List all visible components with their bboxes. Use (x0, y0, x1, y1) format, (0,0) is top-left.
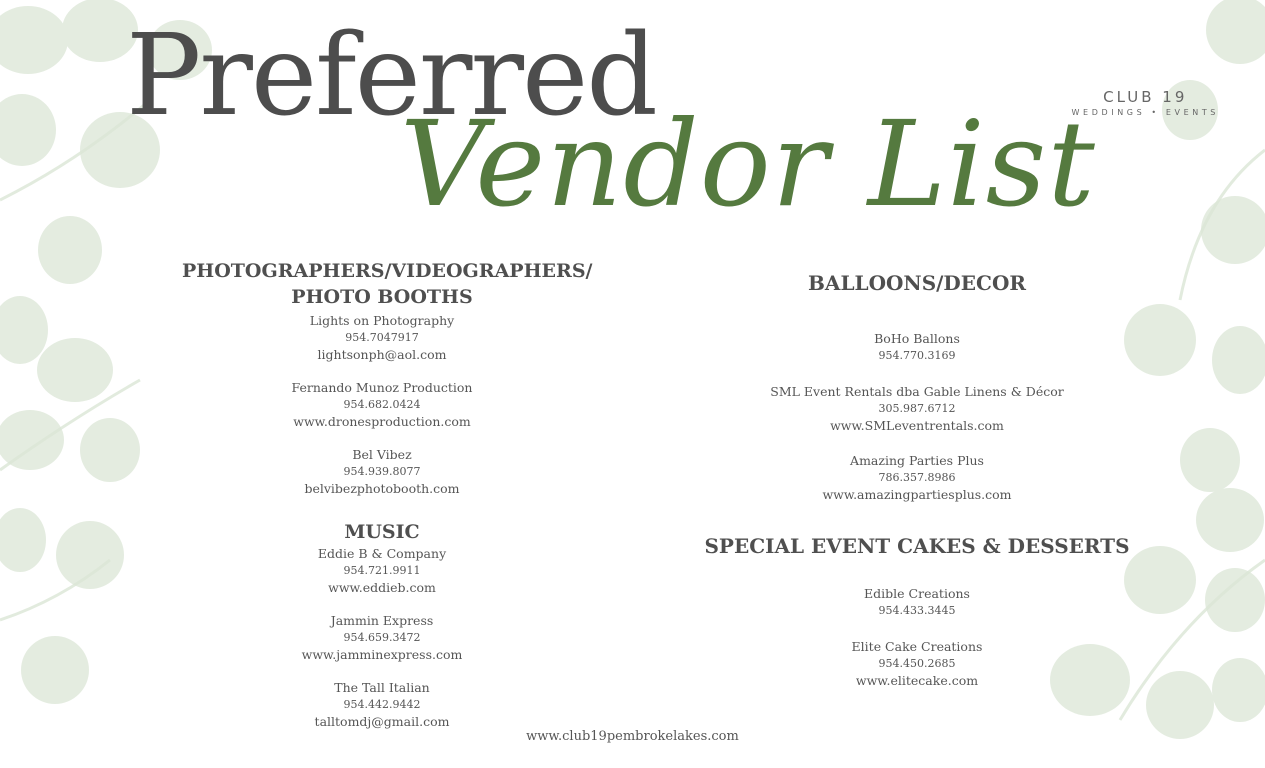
vendor-contact: www.amazingpartiesplus.com (822, 487, 1012, 502)
vendor-contact: www.SMLeventrentals.com (830, 418, 1004, 433)
section-heading-cakes: SPECIAL EVENT CAKES & DESSERTS (704, 534, 1130, 558)
brand-tagline: WEDDINGS • EVENTS (1071, 108, 1219, 117)
vendor-name: Elite Cake Creations (851, 639, 983, 654)
vendor-contact: talltomdj@gmail.com (314, 714, 450, 729)
vendor-entry (182, 612, 582, 663)
vendor-phone: 954.450.2685 (878, 657, 956, 670)
vendor-contact: www.elitecake.com (855, 673, 979, 688)
vendor-name: Fernando Munoz Production (291, 380, 473, 395)
vendor-phone: 954.442.9442 (343, 698, 421, 711)
vendor-phone: 954.721.9911 (343, 564, 421, 577)
vendor-contact: www.eddieb.com (328, 580, 436, 595)
vendor-entry (692, 585, 1142, 619)
vendor-entry (692, 452, 1142, 503)
right-column (692, 270, 1142, 689)
vendor-contact: lightsonph@aol.com (317, 347, 447, 362)
footer-website: www.club19pembrokelakes.com (526, 729, 739, 744)
vendor-name: Jammin Express (330, 613, 434, 628)
vendor-phone: 954.7047917 (345, 331, 419, 344)
vendor-entry (182, 545, 582, 596)
section-heading-music: MUSIC (344, 521, 420, 543)
vendor-contact: www.dronesproduction.com (293, 414, 471, 429)
vendor-contact: www.jamminexpress.com (301, 647, 463, 662)
vendor-name: Amazing Parties Plus (850, 453, 984, 468)
vendor-contact: belvibezphotobooth.com (304, 481, 460, 496)
vendor-phone: 786.357.8986 (878, 471, 956, 484)
left-column (182, 258, 593, 730)
vendor-name: Bel Vibez (352, 447, 412, 462)
brand-name: CLUB 19 (1103, 88, 1188, 106)
title-preferred: Preferred (126, 11, 656, 141)
vendor-phone: 305.987.6712 (878, 402, 956, 415)
vendor-phone: 954.770.3169 (878, 349, 956, 362)
brand-logo (1072, 88, 1219, 117)
vendor-phone: 954.939.8077 (343, 465, 421, 478)
title-vendor-list: Vendor List (400, 95, 1096, 233)
heading-line: PHOTOGRAPHERS/VIDEOGRAPHERS/ (182, 260, 593, 282)
section-heading-balloons: BALLOONS/DECOR (808, 271, 1026, 295)
vendor-entry (182, 312, 582, 363)
vendor-entry (692, 383, 1142, 434)
vendor-name: BoHo Ballons (874, 331, 960, 346)
vendor-phone: 954.682.0424 (343, 398, 421, 411)
vendor-phone: 954.659.3472 (343, 631, 421, 644)
vendor-entry (692, 638, 1142, 689)
heading-line: PHOTO BOOTHS (291, 286, 473, 308)
section-heading-photo (182, 258, 593, 310)
vendor-name: The Tall Italian (334, 680, 430, 695)
vendor-name: Eddie B & Company (317, 546, 447, 561)
vendor-phone: 954.433.3445 (878, 604, 956, 617)
vendor-entry (182, 446, 582, 497)
vendor-entry (692, 330, 1142, 364)
vendor-name: Edible Creations (864, 586, 970, 601)
vendor-name: Lights on Photography (309, 313, 455, 328)
vendor-entry (182, 679, 582, 730)
vendor-entry (182, 379, 582, 430)
vendor-name: SML Event Rentals dba Gable Linens & Décor (770, 384, 1064, 399)
